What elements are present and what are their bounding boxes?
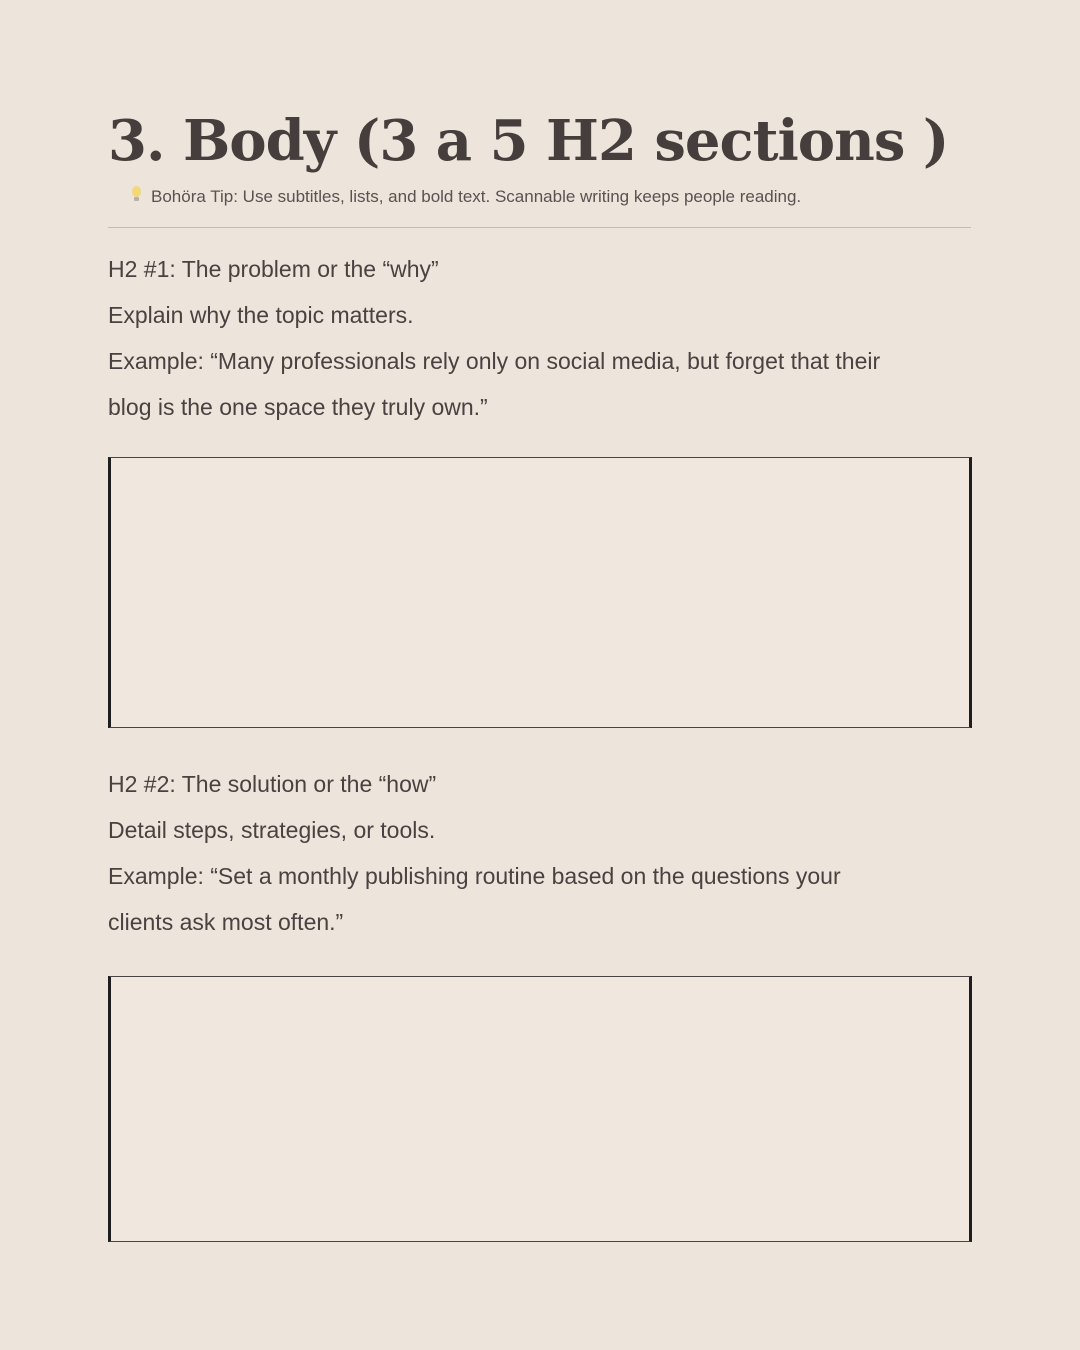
section-1 — [108, 246, 978, 430]
section-example-continued: blog is the one space they truly own.” — [108, 394, 488, 420]
section-example: Example: “Many professionals rely only on social media, but forget that their — [108, 348, 881, 374]
divider — [108, 227, 971, 228]
answer-box-1[interactable] — [108, 457, 972, 728]
section-example: Example: “Set a monthly publishing routine based on the questions your — [108, 863, 841, 889]
tip-text: Bohöra Tip: Use subtitles, lists, and bold text. Scannable writing keeps people reading. — [151, 187, 802, 206]
section-heading: H2 #1: The problem or the “why” — [108, 256, 439, 282]
section-heading: H2 #2: The solution or the “how” — [108, 771, 437, 797]
tip-line — [128, 184, 801, 209]
section-2 — [108, 761, 978, 945]
lightbulb-icon — [128, 184, 144, 206]
section-example-continued: clients ask most often.” — [108, 909, 344, 935]
page-title: 3. Body (3 a 5 H2 sections ) — [108, 108, 949, 174]
section-description: Explain why the topic matters. — [108, 302, 414, 328]
answer-box-2[interactable] — [108, 976, 972, 1242]
section-description: Detail steps, strategies, or tools. — [108, 817, 436, 843]
